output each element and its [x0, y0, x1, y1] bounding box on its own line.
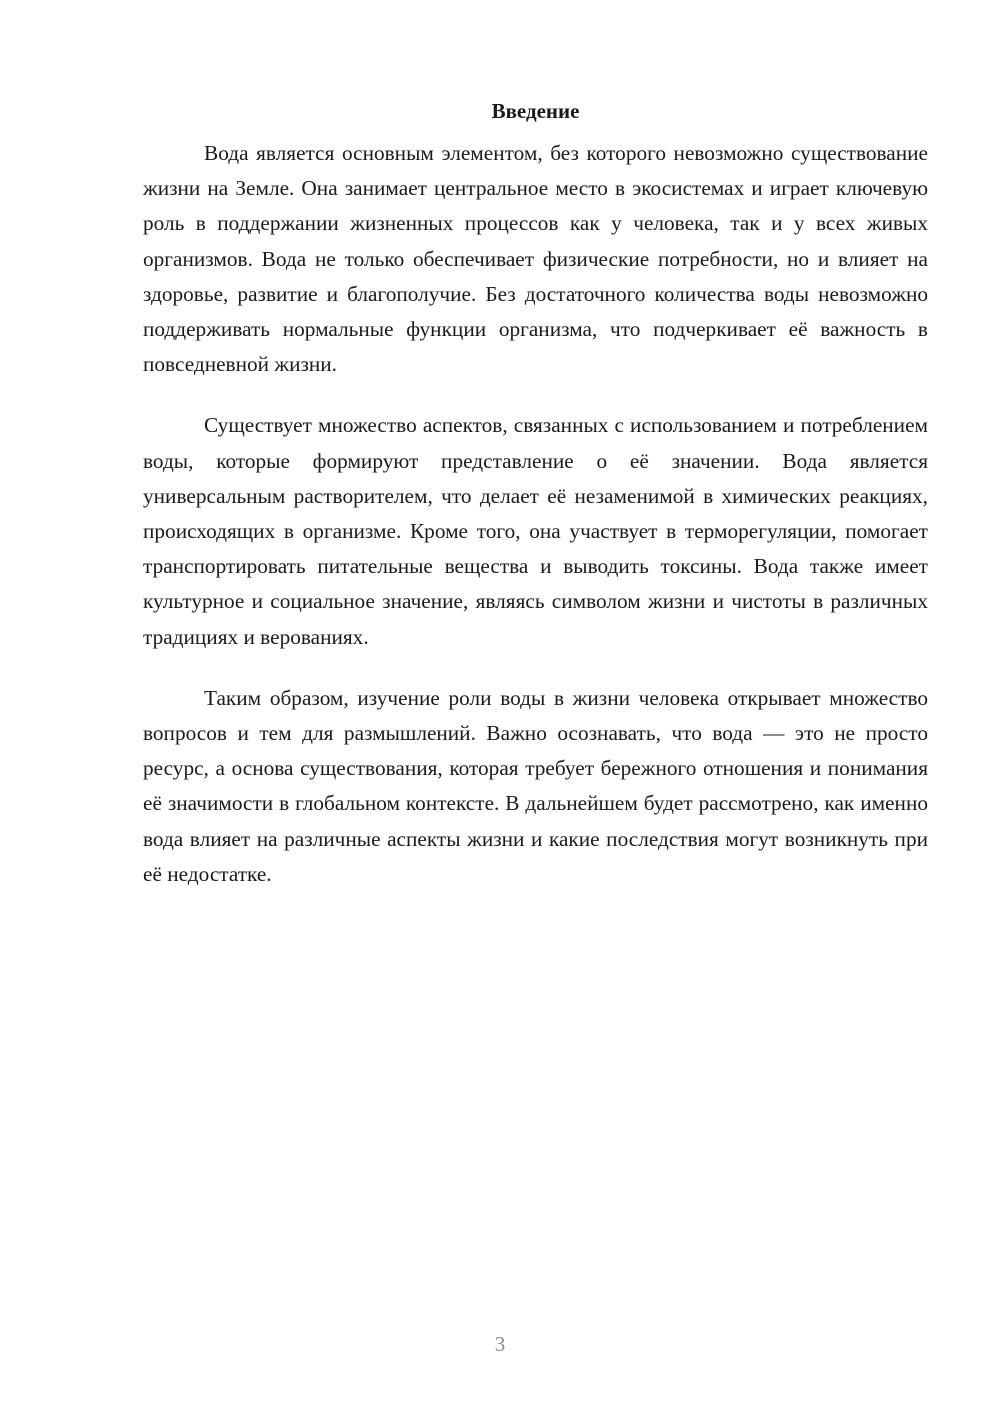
page-content [143, 96, 928, 918]
section-heading: Введение [491, 99, 580, 123]
paragraph-3: Таким образом, изучение роли воды в жизни человека открывает множество вопросов и тем для размышлений. Важно осознавать, что вода — это не просто ресурс, а основа существования, которая требует бережного отношения и понимания её значимости в глобальном контексте. В дальнейшем будет рассмотрено, как именно вода влияет на различные аспекты жизни и какие последствия могут возникнуть при её недостатке. [143, 685, 928, 886]
paragraph-1: Вода является основным элементом, без которого невозможно существование жизни на Земле. Она занимает центральное место в экосистемах и играет ключевую роль в поддержании жизненных процессов как у человека, так и у всех живых организмов. Вода не только обеспечивает физические потребности, но и влияет на здоровье, развитие и благополучие. Без достаточного количества воды невозможно поддерживать нормальные функции организма, что подчеркивает её важность в повседневной жизни. [143, 141, 928, 377]
paragraph-2: Существует множество аспектов, связанных с использованием и потреблением воды, которые формируют представление о её значении. Вода является универсальным растворителем, что делает её незаменимой в химических реакциях, происходящих в организме. Кроме того, она участвует в терморегуляции, помогает транспортировать питательные вещества и выводить токсины. Вода также имеет культурное и социальное значение, являясь символом жизни и чистоты в различных традициях и верованиях. [143, 413, 928, 649]
page-number: 3 [494, 1332, 506, 1356]
